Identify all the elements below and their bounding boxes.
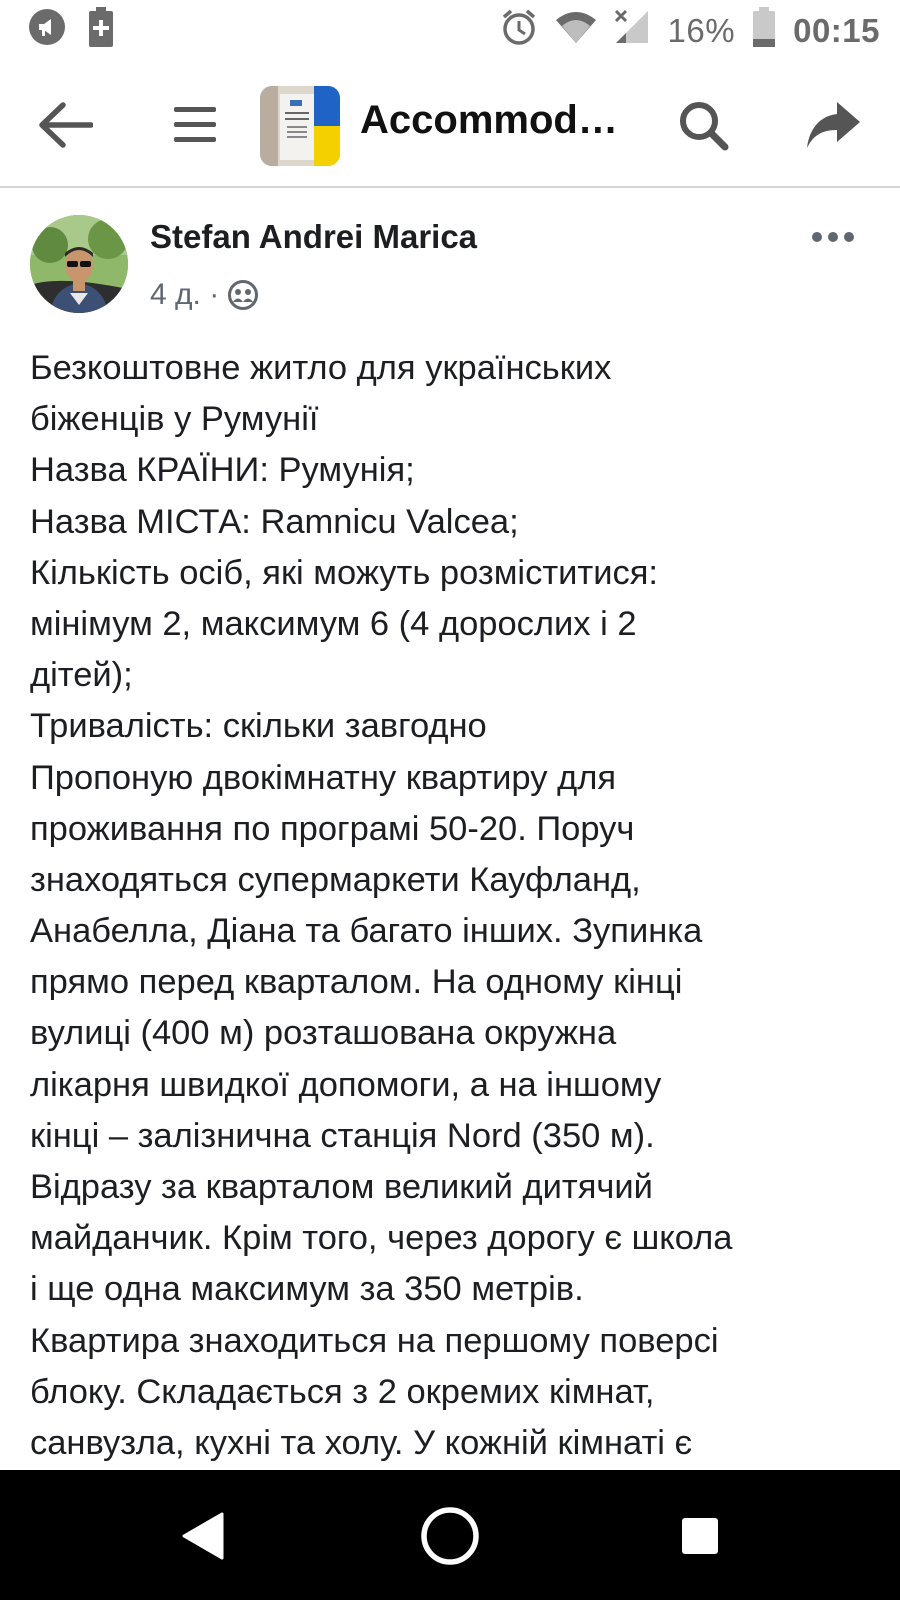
post-text-line: Назва КРАЇНИ: Румунія; [30, 451, 415, 490]
post-text-line: і ще одна максимум за 350 метрів. [30, 1270, 584, 1309]
back-button[interactable] [30, 90, 100, 160]
menu-icon [174, 105, 216, 145]
post-text-line: блоку. Складається з 2 окремих кімнат, [30, 1372, 655, 1411]
nav-back-button[interactable] [164, 1498, 240, 1574]
author-name[interactable]: Stefan Andrei Marica [150, 218, 478, 255]
post-text-line: проживання по програмі 50-20. Поруч [30, 809, 635, 848]
battery-percent: 16% [667, 12, 736, 49]
group-title[interactable]: Accommoda… [360, 98, 640, 142]
battery-saver-icon [88, 7, 114, 55]
status-left-icons [0, 7, 114, 55]
post-text-line: Пропоную двокімнатну квартиру для [30, 758, 617, 797]
post-text-line: майданчик. Крім того, через дорогу є школа [30, 1219, 733, 1258]
post-text-line: вулиці (400 м) розташована окружна [30, 1014, 617, 1053]
back-arrow-icon [37, 102, 93, 148]
more-options-icon [811, 231, 855, 243]
nav-home-icon [420, 1506, 480, 1566]
nav-home-button[interactable] [412, 1498, 488, 1574]
post-text-line: Відразу за кварталом великий дитячий [30, 1168, 653, 1206]
post-text-line: Тривалість: скільки завгодно [30, 707, 487, 746]
post-text-line: знаходяться супермаркети Кауфланд, [30, 860, 641, 899]
avatar-image [30, 215, 128, 313]
nav-recents-icon [680, 1516, 720, 1556]
signal-icon [614, 9, 650, 53]
post-text-line: Назва МІСТА: Ramnicu Valcea; [30, 502, 519, 541]
post-text-line: кінці – залізнична станція Nord (350 м). [30, 1116, 655, 1155]
group-header [0, 62, 900, 188]
post-text-line: лікарня швидкої допомоги, а на іншому [30, 1065, 662, 1104]
group-cover-thumbnail[interactable] [260, 86, 340, 166]
post-text [30, 343, 870, 1470]
search-button[interactable] [668, 90, 738, 160]
battery-icon [753, 7, 775, 55]
share-icon [805, 100, 861, 150]
clock: 00:15 [793, 12, 880, 49]
group-cover-image [260, 86, 340, 166]
share-button[interactable] [798, 90, 868, 160]
author-avatar[interactable] [30, 215, 128, 313]
wifi-icon [556, 10, 596, 52]
post-text-line: Безкоштовне житло для українських [30, 349, 612, 387]
post-text-line: біженців у Румунії [30, 400, 319, 439]
post-text-line: санвузла, кухні та холу. У кожній кімнаті є [30, 1423, 693, 1462]
post-text-line: дітей); [30, 656, 133, 695]
nav-recents-button[interactable] [662, 1498, 738, 1574]
post-text-line: Анабелла, Діана та багато інших. Зупинка [30, 912, 703, 951]
status-right [500, 7, 900, 55]
post-meta [150, 278, 259, 312]
menu-button[interactable] [160, 90, 230, 160]
post-options-button[interactable] [808, 222, 858, 252]
status-bar [0, 0, 900, 62]
post-time[interactable]: 4 д. · [150, 278, 220, 311]
alarm-icon [500, 8, 538, 54]
post-text-line: мінімум 2, максимум 6 (4 дорослих і 2 [30, 604, 637, 643]
post-text-line: Кількість осіб, які можуть розміститися: [30, 553, 658, 592]
post-text-line: прямо перед кварталом. На одному кінці [30, 963, 683, 1002]
nav-back-icon [180, 1511, 224, 1561]
search-icon [677, 99, 729, 151]
notification-icon [28, 8, 66, 54]
group-members-icon [227, 279, 259, 311]
post-text-line: Квартира знаходиться на першому поверсі [30, 1321, 719, 1360]
system-nav-bar [0, 1470, 900, 1600]
